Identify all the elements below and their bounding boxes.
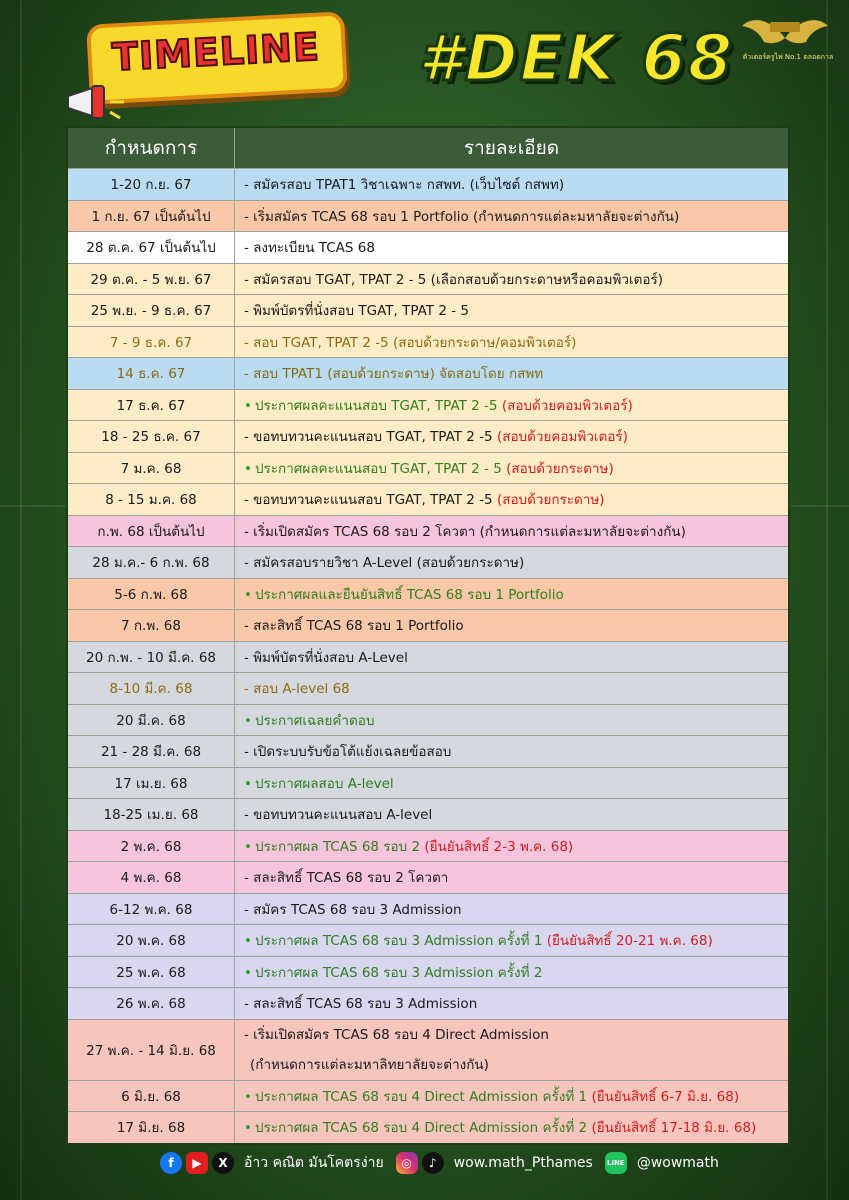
line-icon[interactable]: LINE xyxy=(605,1152,627,1174)
footer-social xyxy=(160,1152,727,1174)
row-detail xyxy=(235,862,788,893)
row-detail xyxy=(235,547,788,578)
row-detail xyxy=(235,673,788,704)
row-detail xyxy=(235,799,788,830)
row-date: 25 พ.ค. 68 xyxy=(68,957,235,988)
row-detail-note: (ยืนยันสิทธิ์ 20-21 พ.ค. 68) xyxy=(546,933,713,950)
row-date: 5-6 ก.พ. 68 xyxy=(68,579,235,610)
bullet-icon: • xyxy=(244,460,252,477)
row-detail xyxy=(235,453,788,484)
table-row xyxy=(68,200,788,232)
row-detail-text: ประกาศเฉลยคำตอบ xyxy=(254,712,375,729)
row-detail xyxy=(235,421,788,452)
row-detail-text: ประกาศผล TCAS 68 รอบ 3 Admission ครั้งที่ 1 xyxy=(254,933,547,950)
row-detail xyxy=(235,1112,788,1143)
row-detail-note: (สอบด้วยคอมพิวเตอร์) xyxy=(501,397,633,414)
megaphone-icon xyxy=(62,80,128,124)
table-row xyxy=(68,231,788,263)
row-date: 2 พ.ค. 68 xyxy=(68,831,235,862)
row-detail xyxy=(235,295,788,326)
table-row xyxy=(68,924,788,956)
table-row xyxy=(68,515,788,547)
row-date: 7 ม.ค. 68 xyxy=(68,453,235,484)
row-detail xyxy=(235,201,788,232)
row-detail xyxy=(235,390,788,421)
row-detail-text: - สมัครสอบ TPAT1 วิชาเฉพาะ กสพท. (เว็บไซต์ กสพท) xyxy=(244,177,565,194)
column-header-detail: รายละเอียด xyxy=(463,137,560,159)
row-date: 27 พ.ค. - 14 มิ.ย. 68 xyxy=(68,1020,235,1080)
row-date: 28 ต.ค. 67 เป็นต้นไป xyxy=(68,232,235,263)
table-body xyxy=(68,168,788,1143)
table-row xyxy=(68,735,788,767)
table-row xyxy=(68,326,788,358)
bullet-icon: • xyxy=(244,1088,252,1105)
row-detail-text: - สมัครสอบ TGAT, TPAT 2 - 5 (เลือกสอบด้วยกระดาษหรือคอมพิวเตอร์) xyxy=(244,271,664,288)
row-detail xyxy=(235,484,788,515)
row-date: 6-12 พ.ค. 68 xyxy=(68,894,235,925)
row-detail-text: ประกาศผล TCAS 68 รอบ 4 Direct Admission ครั้งที่ 1 xyxy=(254,1088,592,1105)
row-detail xyxy=(235,358,788,389)
row-date: 20 มี.ค. 68 xyxy=(68,705,235,736)
row-date: 21 - 28 มี.ค. 68 xyxy=(68,736,235,767)
row-detail xyxy=(235,264,788,295)
row-detail-text: - สมัคร TCAS 68 รอบ 3 Admission xyxy=(244,901,462,918)
row-date: 8-10 มี.ค. 68 xyxy=(68,673,235,704)
row-date: 6 มิ.ย. 68 xyxy=(68,1081,235,1112)
bullet-icon: • xyxy=(244,397,252,414)
row-date: 17 มิ.ย. 68 xyxy=(68,1112,235,1143)
row-detail xyxy=(235,925,788,956)
row-detail-note: (ยืนยันสิทธิ์ 6-7 มิ.ย. 68) xyxy=(591,1088,740,1105)
table-row xyxy=(68,452,788,484)
row-detail-text: - เริ่มเปิดสมัคร TCAS 68 รอบ 4 Direct Admission xyxy=(244,1026,549,1043)
bullet-icon: • xyxy=(244,586,252,603)
row-detail-text: ประกาศผล TCAS 68 รอบ 2 xyxy=(254,838,425,855)
row-detail-text: - สละสิทธิ์ TCAS 68 รอบ 2 โควตา xyxy=(244,870,449,887)
row-detail xyxy=(235,1081,788,1112)
row-detail-text: ประกาศผล TCAS 68 รอบ 3 Admission ครั้งที่ 2 xyxy=(254,964,543,981)
row-date: 7 ก.พ. 68 xyxy=(68,610,235,641)
row-detail-note: (สอบด้วยกระดาษ) xyxy=(506,460,614,477)
footer-ig-handle: wow.math_Pthames xyxy=(453,1155,593,1171)
x-icon[interactable]: X xyxy=(212,1152,234,1174)
row-detail-text: - ขอทบทวนคะแนนสอบ TGAT, TPAT 2 -5 xyxy=(244,492,497,509)
row-date: 4 พ.ค. 68 xyxy=(68,862,235,893)
row-detail-text: - เปิดระบบรับข้อโต้แย้งเฉลยข้อสอบ xyxy=(244,744,452,761)
row-detail-text: ประกาศผลและยืนยันสิทธิ์ TCAS 68 รอบ 1 Portfolio xyxy=(254,586,564,603)
row-date: 18-25 เม.ย. 68 xyxy=(68,799,235,830)
table-row xyxy=(68,609,788,641)
table-header xyxy=(68,128,788,168)
table-row xyxy=(68,578,788,610)
row-detail-text: - ขอทบทวนคะแนนสอบ A-level xyxy=(244,807,433,824)
row-detail-text: - พิมพ์บัตรที่นั่งสอบ A-Level xyxy=(244,649,408,666)
column-header-date: กำหนดการ xyxy=(68,128,235,168)
row-detail xyxy=(235,957,788,988)
row-detail xyxy=(235,736,788,767)
row-detail xyxy=(235,831,788,862)
row-detail-text: - พิมพ์บัตรที่นั่งสอบ TGAT, TPAT 2 - 5 xyxy=(244,303,469,320)
table-row xyxy=(68,1080,788,1112)
row-detail-text: ประกาศผล TCAS 68 รอบ 4 Direct Admission ครั้งที่ 2 xyxy=(254,1120,592,1137)
row-detail xyxy=(235,579,788,610)
table-row xyxy=(68,672,788,704)
table-row xyxy=(68,483,788,515)
row-date: 1-20 ก.ย. 67 xyxy=(68,169,235,200)
row-detail-text: - ลงทะเบียน TCAS 68 xyxy=(244,240,375,257)
row-detail-text: ประกาศผลสอบ A-level xyxy=(254,775,394,792)
row-date: 17 ธ.ค. 67 xyxy=(68,390,235,421)
table-row xyxy=(68,168,788,200)
table-row xyxy=(68,893,788,925)
row-detail-text: ประกาศผลคะแนนสอบ TGAT, TPAT 2 - 5 xyxy=(254,460,507,477)
row-detail xyxy=(235,988,788,1019)
table-row xyxy=(68,546,788,578)
table-row xyxy=(68,861,788,893)
row-detail-note: (สอบด้วยคอมพิวเตอร์) xyxy=(496,429,628,446)
table-row xyxy=(68,1019,788,1080)
timeline-table xyxy=(66,126,790,1145)
row-detail xyxy=(235,705,788,736)
row-date: 14 ธ.ค. 67 xyxy=(68,358,235,389)
table-row xyxy=(68,987,788,1019)
field-line-v1 xyxy=(20,0,22,1200)
footer-line-handle: @wowmath xyxy=(636,1155,719,1171)
row-detail xyxy=(235,768,788,799)
row-detail xyxy=(235,327,788,358)
row-date: 8 - 15 ม.ค. 68 xyxy=(68,484,235,515)
row-date: 1 ก.ย. 67 เป็นต้นไป xyxy=(68,201,235,232)
row-detail xyxy=(235,232,788,263)
row-detail-text: ประกาศผลคะแนนสอบ TGAT, TPAT 2 -5 xyxy=(254,397,502,414)
youtube-icon[interactable]: ▶ xyxy=(186,1152,208,1174)
timeline-title: TIMELINE xyxy=(110,24,321,80)
row-detail-text-2: (กำหนดการแต่ละมหาลิทยาลัยจะต่างกัน) xyxy=(250,1056,489,1073)
table-row xyxy=(68,641,788,673)
row-detail-text: - สอบ A-level 68 xyxy=(244,681,350,698)
row-date: 26 พ.ค. 68 xyxy=(68,988,235,1019)
row-date: 28 ม.ค.- 6 ก.พ. 68 xyxy=(68,547,235,578)
row-date: 7 - 9 ธ.ค. 67 xyxy=(68,327,235,358)
bullet-icon: • xyxy=(244,933,252,950)
bullet-icon: • xyxy=(244,1120,252,1137)
bullet-icon: • xyxy=(244,838,252,855)
footer-name: อ้าว คณิต มันโคตรง่าย xyxy=(244,1155,384,1171)
row-detail xyxy=(235,516,788,547)
row-date: 29 ต.ค. - 5 พ.ย. 67 xyxy=(68,264,235,295)
row-date: ก.พ. 68 เป็นต้นไป xyxy=(68,516,235,547)
row-detail-text: - ขอทบทวนคะแนนสอบ TGAT, TPAT 2 -5 xyxy=(244,429,497,446)
table-row xyxy=(68,798,788,830)
row-date: 20 ก.พ. - 10 มี.ค. 68 xyxy=(68,642,235,673)
row-detail-note: (ยืนยันสิทธิ์ 17-18 มิ.ย. 68) xyxy=(591,1120,757,1137)
bullet-icon: • xyxy=(244,964,252,981)
row-detail xyxy=(235,169,788,200)
table-row xyxy=(68,420,788,452)
table-row xyxy=(68,1111,788,1143)
row-detail-text: - เริ่มเปิดสมัคร TCAS 68 รอบ 2 โควตา (กำหนดการแต่ละมหาลัยจะต่างกัน) xyxy=(244,523,686,540)
table-row xyxy=(68,263,788,295)
field-line-v2 xyxy=(826,0,828,1200)
tiktok-icon[interactable]: ♪ xyxy=(422,1152,444,1174)
row-date: 25 พ.ย. - 9 ธ.ค. 67 xyxy=(68,295,235,326)
row-date: 18 - 25 ธ.ค. 67 xyxy=(68,421,235,452)
row-detail-text: - เริ่มสมัคร TCAS 68 รอบ 1 Portfolio (กำหนดการแต่ละมหาลัยจะต่างกัน) xyxy=(244,208,680,225)
row-date: 17 เม.ย. 68 xyxy=(68,768,235,799)
facebook-icon[interactable]: f xyxy=(160,1152,182,1174)
row-detail-text: - สมัครสอบรายวิชา A-Level (สอบด้วยกระดาษ) xyxy=(244,555,525,572)
row-detail-text: - สอบ TPAT1 (สอบด้วยกระดาษ) จัดสอบโดย กสพท xyxy=(244,366,544,383)
instagram-icon[interactable]: ◎ xyxy=(396,1152,418,1174)
row-date: 20 พ.ค. 68 xyxy=(68,925,235,956)
table-row xyxy=(68,294,788,326)
table-row xyxy=(68,357,788,389)
row-detail-note: (สอบด้วยกระดาษ) xyxy=(496,492,605,509)
row-detail-note: (ยืนยันสิทธิ์ 2-3 พ.ค. 68) xyxy=(424,838,574,855)
hashtag-title: #DEK 68 xyxy=(418,22,735,96)
row-detail xyxy=(235,894,788,925)
table-row xyxy=(68,389,788,421)
logo-caption: ตัวเตอร์ครูไพ่ No.1 ตลอดกาล xyxy=(742,53,834,61)
row-detail-text: - สละสิทธิ์ TCAS 68 รอบ 3 Admission xyxy=(244,996,478,1013)
row-detail-text: - สละสิทธิ์ TCAS 68 รอบ 1 Portfolio xyxy=(244,618,464,635)
bullet-icon: • xyxy=(244,775,252,792)
row-detail xyxy=(235,610,788,641)
row-detail xyxy=(235,642,788,673)
table-row xyxy=(68,830,788,862)
row-detail xyxy=(235,1020,788,1080)
table-row xyxy=(68,767,788,799)
table-row xyxy=(68,704,788,736)
row-detail-text: - สอบ TGAT, TPAT 2 -5 (สอบด้วยกระดาษ/คอมพิวเตอร์) xyxy=(244,334,577,351)
bullet-icon: • xyxy=(244,712,252,729)
table-row xyxy=(68,956,788,988)
